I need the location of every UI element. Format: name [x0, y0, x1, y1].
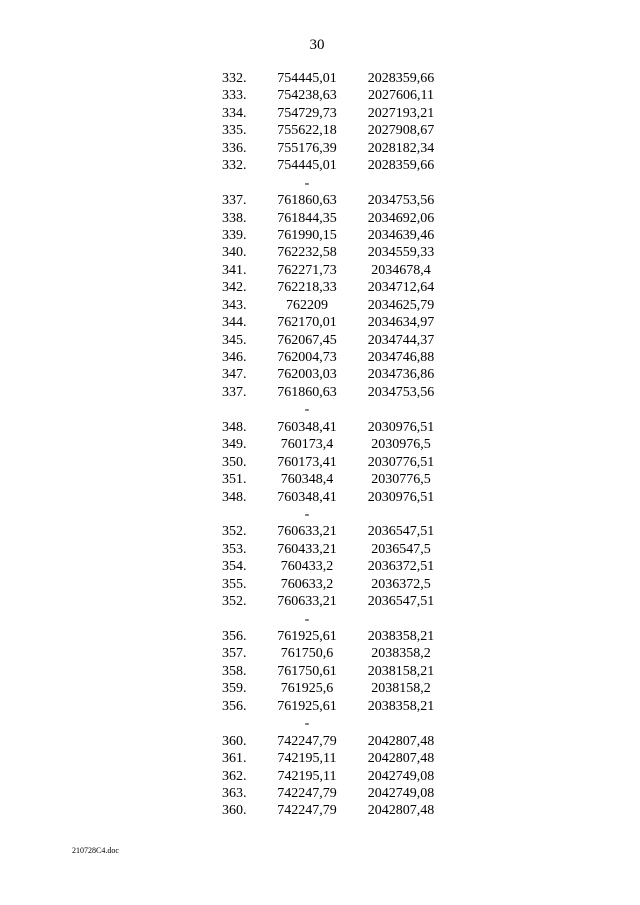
point-number: 350.	[222, 454, 247, 470]
table-row	[214, 541, 454, 558]
point-number: 360.	[222, 803, 247, 819]
y-coordinate: 2042749,08	[367, 768, 435, 784]
x-coordinate: 760633,21	[277, 524, 337, 540]
point-number: 334.	[222, 105, 247, 121]
point-number: 332.	[222, 158, 247, 174]
x-coordinate: 762004,73	[277, 350, 337, 365]
table-row	[214, 122, 454, 139]
y-coordinate: 2038158,21	[367, 663, 435, 679]
y-coordinate: 2034692,06	[367, 210, 435, 226]
separator-dash: -	[304, 402, 310, 418]
point-number: 361.	[222, 751, 247, 767]
point-number: 345.	[222, 332, 247, 348]
x-coordinate: 762170,01	[277, 315, 337, 331]
x-coordinate: 754445,01	[277, 71, 337, 86]
point-number: 337.	[222, 384, 247, 400]
y-coordinate: 2038358,21	[367, 629, 435, 644]
x-coordinate: 742247,79	[277, 803, 337, 819]
x-coordinate: 761750,61	[277, 663, 337, 679]
table-separator-row	[214, 715, 454, 732]
table-row	[214, 262, 454, 279]
table-row	[214, 489, 454, 506]
table-row	[214, 419, 454, 436]
y-coordinate: 2034736,86	[367, 367, 435, 383]
x-coordinate: 762067,45	[277, 332, 337, 348]
x-coordinate: 761925,6	[280, 681, 334, 697]
table-separator-row	[214, 175, 454, 192]
point-number: 335.	[222, 123, 247, 139]
x-coordinate: 754445,01	[277, 158, 337, 174]
x-coordinate: 760348,41	[277, 419, 337, 435]
x-coordinate: 742247,79	[277, 785, 337, 801]
y-coordinate: 2028182,34	[367, 140, 435, 156]
x-coordinate: 762271,73	[277, 262, 337, 278]
y-coordinate: 2028359,66	[367, 71, 435, 86]
y-coordinate: 2034625,79	[367, 297, 435, 313]
y-coordinate: 2042807,48	[367, 751, 435, 767]
separator-dash: -	[304, 175, 310, 191]
y-coordinate: 2034678,4	[371, 262, 431, 278]
x-coordinate: 742247,79	[277, 733, 337, 749]
document-file-reference: 210728C4.doc	[72, 846, 119, 855]
table-row	[214, 384, 454, 401]
separator-dash: -	[304, 506, 310, 522]
y-coordinate: 2038358,21	[367, 698, 435, 714]
table-separator-row	[214, 611, 454, 628]
table-row	[214, 680, 454, 697]
table-row	[214, 140, 454, 157]
x-coordinate: 760348,4	[280, 472, 334, 488]
y-coordinate: 2036372,51	[367, 559, 435, 575]
y-coordinate: 2034744,37	[367, 332, 435, 348]
table-row	[214, 750, 454, 767]
x-coordinate: 760433,21	[277, 541, 337, 557]
x-coordinate: 761925,61	[277, 629, 337, 644]
table-row	[214, 227, 454, 244]
x-coordinate: 760173,4	[280, 437, 334, 453]
point-number: 336.	[222, 140, 247, 156]
y-coordinate: 2042749,08	[367, 785, 435, 801]
table-row	[214, 192, 454, 209]
table-row	[214, 366, 454, 383]
point-number: 339.	[222, 227, 247, 243]
table-separator-row	[214, 401, 454, 418]
y-coordinate: 2034712,64	[367, 280, 435, 296]
point-number: 360.	[222, 733, 247, 749]
y-coordinate: 2030776,51	[367, 454, 435, 470]
point-number: 341.	[222, 262, 247, 278]
x-coordinate: 761750,6	[280, 646, 334, 662]
table-row	[214, 558, 454, 575]
point-number: 349.	[222, 437, 247, 453]
y-coordinate: 2034634,97	[367, 315, 435, 331]
point-number: 348.	[222, 489, 247, 505]
x-coordinate: 760173,41	[277, 454, 337, 470]
table-row	[214, 105, 454, 122]
point-number: 358.	[222, 663, 247, 679]
y-coordinate: 2036547,5	[371, 541, 431, 557]
point-number: 351.	[222, 472, 247, 488]
point-number: 362.	[222, 768, 247, 784]
y-coordinate: 2034753,56	[367, 384, 435, 400]
x-coordinate: 762003,03	[277, 367, 337, 383]
x-coordinate: 742195,11	[277, 751, 337, 767]
table-row	[214, 454, 454, 471]
table-row	[214, 297, 454, 314]
point-number: 340.	[222, 245, 247, 261]
table-row	[214, 244, 454, 261]
y-coordinate: 2038158,2	[371, 681, 431, 697]
separator-dash: -	[304, 716, 310, 732]
x-coordinate: 762232,58	[277, 245, 337, 261]
y-coordinate: 2027606,11	[368, 88, 434, 104]
table-row	[214, 70, 454, 87]
separator-dash: -	[304, 611, 310, 627]
table-row	[214, 314, 454, 331]
point-number: 352.	[222, 594, 247, 610]
y-coordinate: 2034746,88	[367, 350, 435, 365]
table-row	[214, 523, 454, 540]
point-number: 359.	[222, 681, 247, 697]
table-row	[214, 768, 454, 785]
point-number: 352.	[222, 524, 247, 540]
y-coordinate: 2034753,56	[367, 193, 435, 209]
y-coordinate: 2038358,2	[371, 646, 431, 662]
point-number: 333.	[222, 88, 247, 104]
y-coordinate: 2027193,21	[367, 105, 435, 121]
point-number: 343.	[222, 297, 247, 313]
coordinates-table	[214, 70, 454, 820]
table-row	[214, 698, 454, 715]
table-row	[214, 471, 454, 488]
table-row	[214, 87, 454, 104]
table-row	[214, 332, 454, 349]
point-number: 356.	[222, 698, 247, 714]
table-row	[214, 157, 454, 174]
x-coordinate: 761860,63	[277, 384, 337, 400]
page-number: 30	[309, 37, 325, 53]
x-coordinate: 760433,2	[280, 559, 334, 575]
table-row	[214, 210, 454, 227]
table-row	[214, 785, 454, 802]
table-row	[214, 628, 454, 645]
y-coordinate: 2042807,48	[367, 733, 435, 749]
x-coordinate: 760633,2	[280, 576, 334, 592]
point-number: 338.	[222, 210, 247, 226]
y-coordinate: 2030976,5	[371, 437, 431, 453]
table-row	[214, 663, 454, 680]
y-coordinate: 2034639,46	[367, 227, 435, 243]
point-number: 357.	[222, 646, 247, 662]
point-number: 355.	[222, 576, 247, 592]
x-coordinate: 760348,41	[277, 489, 337, 505]
point-number: 354.	[222, 559, 247, 575]
x-coordinate: 755176,39	[277, 140, 337, 156]
table-row	[214, 576, 454, 593]
x-coordinate: 742195,11	[277, 768, 337, 784]
table-separator-row	[214, 506, 454, 523]
point-number: 356.	[222, 629, 247, 644]
y-coordinate: 2036547,51	[367, 594, 435, 610]
x-coordinate: 762209	[286, 297, 328, 313]
y-coordinate: 2036547,51	[367, 524, 435, 540]
x-coordinate: 755622,18	[277, 123, 337, 139]
point-number: 348.	[222, 419, 247, 435]
y-coordinate: 2027908,67	[367, 123, 435, 139]
table-row	[214, 733, 454, 750]
point-number: 344.	[222, 315, 247, 331]
point-number: 342.	[222, 280, 247, 296]
table-row	[214, 349, 454, 366]
point-number: 353.	[222, 541, 247, 557]
x-coordinate: 754729,73	[277, 105, 337, 121]
x-coordinate: 761990,15	[277, 227, 337, 243]
point-number: 346.	[222, 350, 247, 365]
x-coordinate: 760633,21	[277, 594, 337, 610]
x-coordinate: 761860,63	[277, 193, 337, 209]
x-coordinate: 761844,35	[277, 210, 337, 226]
point-number: 337.	[222, 193, 247, 209]
x-coordinate: 761925,61	[277, 698, 337, 714]
y-coordinate: 2030776,5	[371, 472, 431, 488]
table-row	[214, 645, 454, 662]
table-row	[214, 593, 454, 610]
y-coordinate: 2042807,48	[367, 803, 435, 819]
table-row	[214, 436, 454, 453]
point-number: 363.	[222, 785, 247, 801]
point-number: 332.	[222, 71, 247, 86]
y-coordinate: 2028359,66	[367, 158, 435, 174]
table-row	[214, 802, 454, 819]
x-coordinate: 754238,63	[277, 88, 337, 104]
table-row	[214, 279, 454, 296]
y-coordinate: 2030976,51	[367, 489, 435, 505]
y-coordinate: 2030976,51	[367, 419, 435, 435]
y-coordinate: 2036372,5	[371, 576, 431, 592]
point-number: 347.	[222, 367, 247, 383]
y-coordinate: 2034559,33	[367, 245, 435, 261]
x-coordinate: 762218,33	[277, 280, 337, 296]
